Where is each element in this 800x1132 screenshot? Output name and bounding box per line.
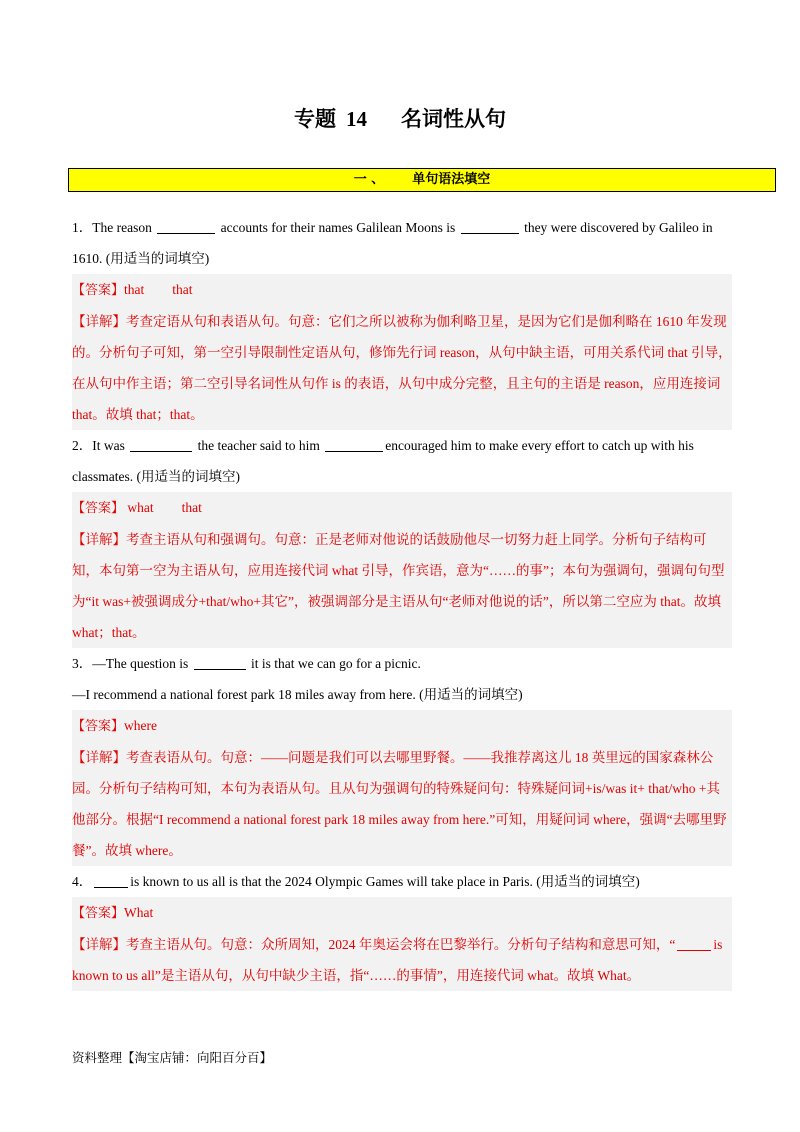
question-4: 4． is known to us all is that the 2024 Olympic Games will take place in Paris. (用适当的词填空) [72, 874, 640, 889]
detail-4: 【详解】考查主语从句。句意：众所周知，2024 年奥运会将在巴黎举行。分析句子结构和意思可知，“ is known to us all”是主语从句，从句中缺少主语，指“……的事情”，用连接代词 what。故填 What。 [72, 937, 723, 983]
blank-1 [130, 437, 192, 452]
section-label: 单句语法填空 [412, 172, 491, 187]
title-prefix: 专题 [294, 107, 336, 131]
detail-1: 【详解】考查定语从句和表语从句。句意：它们之所以被称为伽利略卫星，是因为它们是伽利略在 1610 年发现的。分析句子可知，第一空引导限制性定语从句，修饰先行词 reason，从句中缺主语，可用关系代词 that 引导，在从句中作主语；第二空引导名词性从句作 is 的表语，从句中成分完整，且主句的主语是 reason，应用连接词 that。故填 that；that。 [72, 314, 732, 422]
blank-red [677, 936, 711, 951]
detail-3: 【详解】考查表语从句。句意：——问题是我们可以去哪里野餐。——我推荐离这儿 18 英里远的国家森林公园。分析句子结构可知，本句为表语从句。且从句为强调句的特殊疑问句：特殊疑问词+is/was it+ that/who +其他部分。根据“I recommend a national forest park 18 miles away from here.”可知，用疑问词 where，强调“去哪里野餐”。故填 where。 [72, 750, 727, 858]
answer-block-1: 【答案】that that 【详解】考查定语从句和表语从句。句意：它们之所以被称为伽利略卫星，是因为它们是伽利略在 1610 年发现的。分析句子可知，第一空引导限制性定语从句，修饰先行词 reason，从句中缺主语，可用关系代词 that 引导，在从句中作主语；第二空引导名词性从句作 is 的表语，从句中成分完整，且主句的主语是 reason，应用连接词 that。故填 that；that。 [72, 274, 732, 430]
answer-block-2: 【答案】 what that 【详解】考查主语从句和强调句。句意：正是老师对他说的话鼓励他尽一切努力赶上同学。分析句子结构可知，本句第一空为主语从句，应用连接代词 what 引导，作宾语，意为“……的事”；本句为强调句，强调句句型为“it was+被强调成分+that/who+其它”，被强调部分是主语从句“老师对他说的话”，所以第二空应为 that。故填 what；that。 [72, 492, 732, 648]
page-title [0, 103, 800, 133]
question-list [72, 212, 732, 991]
answer-block-3: 【答案】where 【详解】考查表语从句。句意：——问题是我们可以去哪里野餐。——我推荐离这儿 18 英里远的国家森林公园。分析句子结构可知，本句为表语从句。且从句为强调句的特殊疑问句：特殊疑问词+is/was it+ that/who +其他部分。根据“I recommend a national forest park 18 miles away from here.”可知，用疑问词 where，强调“去哪里野餐”。故填 where。 [72, 710, 732, 866]
title-number: 14 [346, 107, 367, 131]
answer-block-4: 【答案】What 【详解】考查主语从句。句意：众所周知，2024 年奥运会将在巴黎举行。分析句子结构和意思可知，“ is known to us all”是主语从句，从句中缺少主语，指“……的事情”，用连接代词 what。故填 What。 [72, 897, 732, 991]
title-name: 名词性从句 [401, 107, 506, 131]
blank-2 [461, 219, 519, 234]
blank-2 [325, 437, 383, 452]
footer-note: 资料整理【淘宝店铺：向阳百分百】 [72, 1050, 273, 1065]
detail-2: 【详解】考查主语从句和强调句。句意：正是老师对他说的话鼓励他尽一切努力赶上同学。分析句子结构可知，本句第一空为主语从句，应用连接代词 what 引导，作宾语，意为“……的事”；本句为强调句，强调句句型为“it was+被强调成分+that/who+其它”，被强调部分是主语从句“老师对他说的话”，所以第二空应为 that。故填 what；that。 [72, 532, 725, 640]
blank-1 [194, 655, 246, 670]
blank-1 [94, 873, 128, 888]
question-1: 1．The reason accounts for their names Galilean Moons is they were discovered by Galileo in 1610. (用适当的词填空) [72, 220, 713, 266]
question-2: 2．It was the teacher said to him encouraged him to make every effort to catch up with his classmates. (用适当的词填空) [72, 438, 694, 484]
blank-1 [157, 219, 215, 234]
question-3: 3．—The question is it is that we can go for a picnic. —I recommend a national forest park 18 miles away from here. (用适当的词填空) [72, 656, 523, 702]
section-header [68, 168, 776, 192]
section-number: 一 、 [353, 172, 385, 187]
